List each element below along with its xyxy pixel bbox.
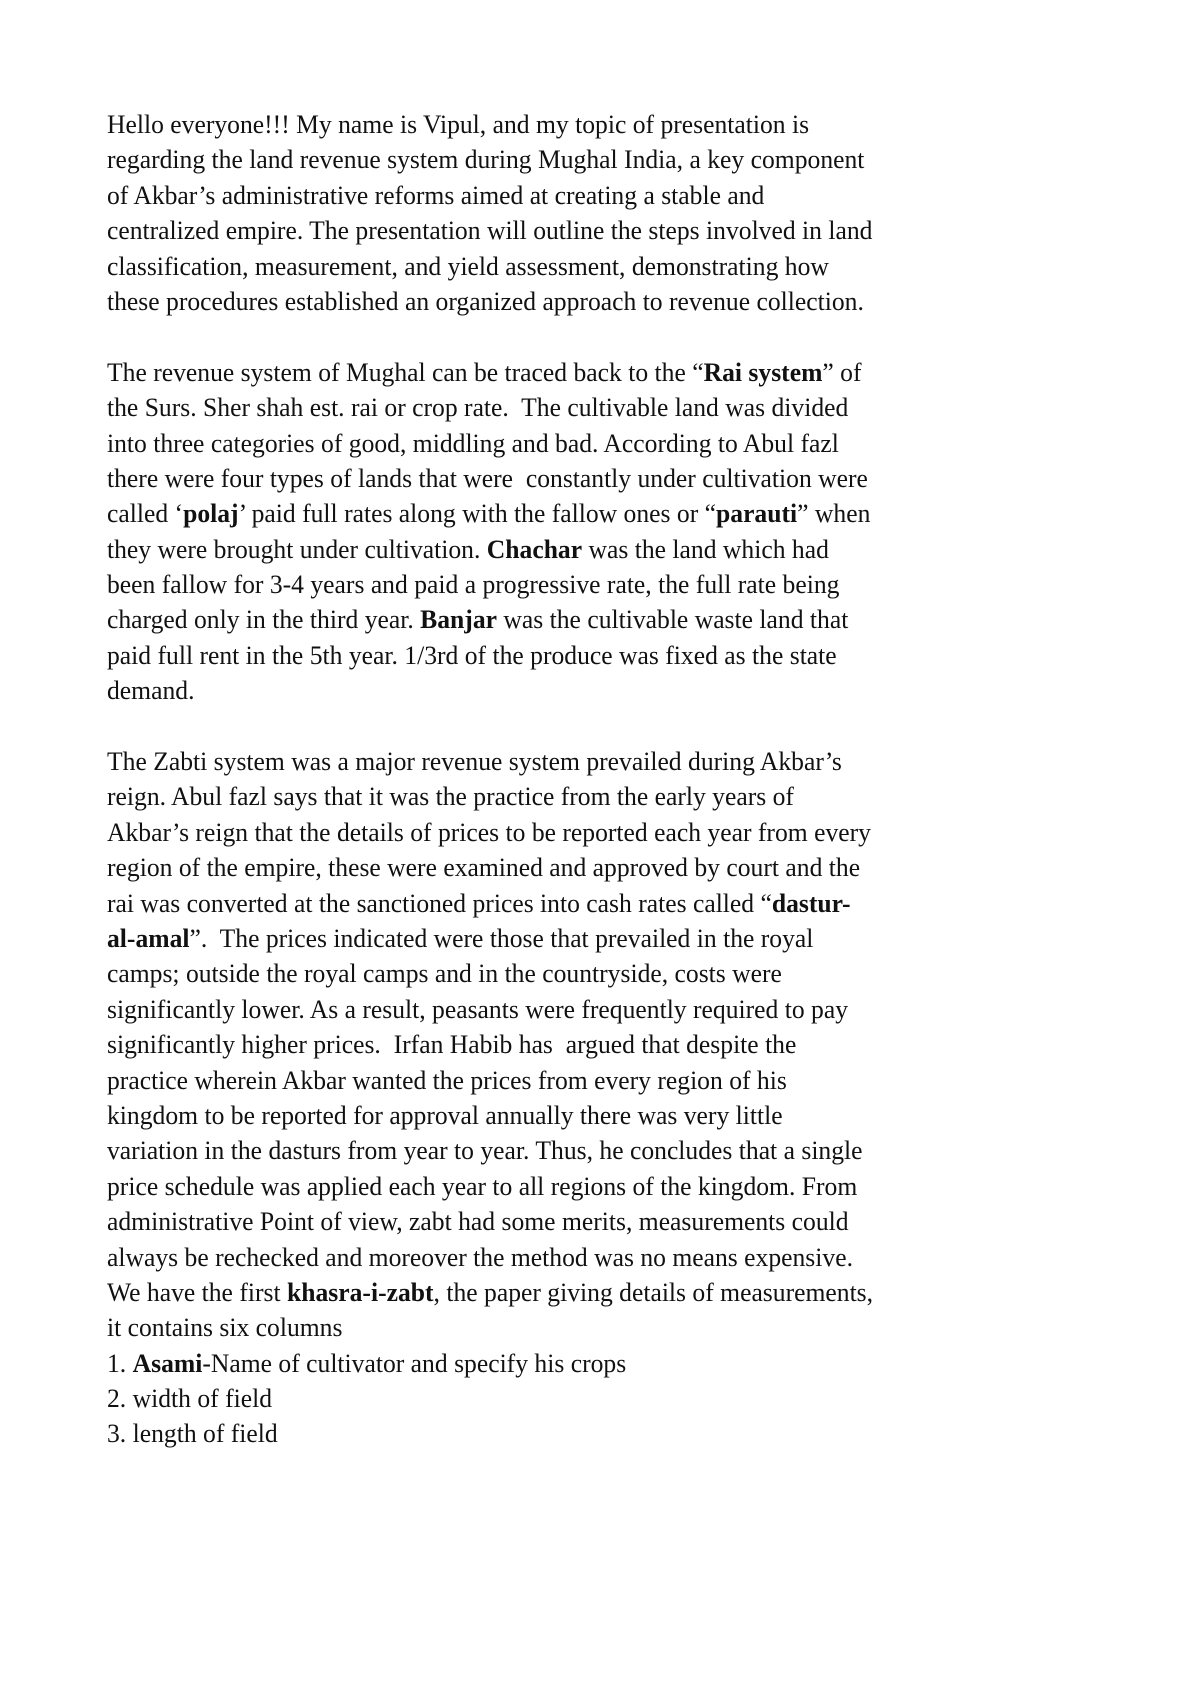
- text-segment: rai was converted at the sanctioned prices into cash rates called “: [107, 888, 772, 918]
- text-line: [107, 992, 1092, 1027]
- text-segment: region of the empire, these were examined and approved by court and the: [107, 853, 861, 883]
- text-segment: centralized empire. The presentation will outline the steps involved in land: [107, 216, 873, 246]
- text-segment: it contains six columns: [107, 1313, 343, 1343]
- text-segment: administrative Point of view, zabt had some merits, measurements could: [107, 1207, 849, 1237]
- text-line: [107, 496, 1092, 531]
- text-line: [107, 850, 1092, 885]
- text-line: [107, 1027, 1092, 1062]
- text-segment: camps; outside the royal camps and in the countryside, costs were: [107, 959, 782, 989]
- text-segment: been fallow for 3-4 years and paid a progressive rate, the full rate being: [107, 570, 840, 600]
- text-line: [107, 886, 1092, 921]
- text-segment: kingdom to be reported for approval annually there was very little: [107, 1100, 783, 1130]
- text-line: [107, 673, 1092, 708]
- text-line: [107, 779, 1092, 814]
- text-line: [107, 567, 1092, 602]
- text-line: [107, 426, 1092, 461]
- text-line: [107, 1063, 1092, 1098]
- text-segment: Hello everyone!!! My name is Vipul, and my topic of presentation is: [107, 110, 810, 139]
- text-line: [107, 1169, 1092, 1204]
- paragraph: [107, 355, 1107, 709]
- bold-term: polaj: [183, 499, 239, 529]
- text-line: [107, 602, 1092, 637]
- text-line: [107, 213, 1092, 248]
- text-segment: The Zabti system was a major revenue system prevailed during Akbar’s: [107, 747, 842, 777]
- bold-term: Rai system: [703, 357, 823, 387]
- text-segment: Akbar’s reign that the details of prices to be reported each year from every: [107, 817, 871, 847]
- text-line: [107, 284, 1092, 319]
- bold-term: Banjar: [420, 605, 497, 635]
- text-segment: ’ paid full rates along with the fallow ones or “: [238, 499, 717, 529]
- text-line: [107, 390, 1092, 425]
- text-line: [107, 178, 1092, 213]
- text-segment: significantly lower. As a result, peasants were frequently required to pay: [107, 994, 849, 1024]
- paragraph: [107, 744, 1107, 1452]
- text-segment: called ‘: [107, 499, 184, 529]
- paragraph: [107, 107, 1107, 319]
- text-segment: significantly higher prices. Irfan Habib has argued that despite the: [107, 1030, 797, 1060]
- text-line: [107, 638, 1092, 673]
- text-line: [107, 1240, 1092, 1275]
- text-segment: , the paper giving details of measurements,: [433, 1277, 874, 1307]
- text-segment: price schedule was applied each year to all regions of the kingdom. From: [107, 1171, 858, 1201]
- bold-term: dastur-: [771, 888, 851, 918]
- text-segment: 3. length of field: [107, 1419, 278, 1449]
- text-line: [107, 1275, 1092, 1310]
- text-line: [107, 1310, 1092, 1345]
- text-segment: ” when: [797, 499, 871, 529]
- text-line: [107, 249, 1092, 284]
- text-segment: 1.: [107, 1348, 133, 1378]
- text-segment: reign. Abul fazl says that it was the practice from the early years of: [107, 782, 794, 812]
- text-line: [107, 956, 1092, 991]
- text-line: [107, 532, 1092, 567]
- text-segment: they were brought under cultivation.: [107, 534, 487, 564]
- bold-term: Chachar: [486, 534, 583, 564]
- text-line: [107, 921, 1092, 956]
- text-segment: was the cultivable waste land that: [496, 605, 849, 635]
- text-segment: demand.: [107, 676, 195, 706]
- text-segment: We have the first: [107, 1277, 287, 1307]
- text-line: [107, 1133, 1092, 1168]
- text-segment: -Name of cultivator and specify his crops: [202, 1348, 627, 1378]
- text-segment: there were four types of lands that were constantly under cultivation were: [107, 463, 868, 493]
- text-line: [107, 815, 1092, 850]
- bold-term: khasra-i-zabt: [286, 1277, 434, 1307]
- text-line: [107, 1416, 1092, 1451]
- text-segment: practice wherein Akbar wanted the prices from every region of his: [107, 1065, 787, 1095]
- text-line: [107, 1098, 1092, 1133]
- text-line: [107, 1346, 1092, 1381]
- text-segment: The revenue system of Mughal can be traced back to the “: [107, 357, 704, 387]
- text-segment: of Akbar’s administrative reforms aimed at creating a stable and: [107, 180, 765, 210]
- text-segment: variation in the dasturs from year to year. Thus, he concludes that a single: [107, 1136, 863, 1166]
- text-line: [107, 142, 1092, 177]
- text-segment: always be rechecked and moreover the method was no means expensive.: [107, 1242, 853, 1272]
- text-line: [107, 1381, 1092, 1416]
- text-line: [107, 744, 1092, 779]
- text-segment: these procedures established an organized approach to revenue collection.: [107, 286, 864, 316]
- text-segment: ”. The prices indicated were those that prevailed in the royal: [189, 923, 814, 953]
- text-segment: paid full rent in the 5th year. 1/3rd of the produce was fixed as the state: [107, 640, 837, 670]
- bold-term: Asami: [132, 1348, 203, 1378]
- text-segment: ” of: [822, 357, 862, 387]
- text-segment: regarding the land revenue system during Mughal India, a key component: [107, 145, 865, 175]
- document-page: [107, 107, 1107, 1487]
- text-segment: 2. width of field: [107, 1384, 273, 1414]
- bold-term: parauti: [716, 499, 798, 529]
- text-line: [107, 1204, 1092, 1239]
- text-line: [107, 355, 1092, 390]
- bold-term: al-amal: [107, 923, 190, 953]
- text-segment: charged only in the third year.: [107, 605, 421, 635]
- text-segment: the Surs. Sher shah est. rai or crop rate. The cultivable land was divided: [107, 393, 849, 423]
- text-line: [107, 461, 1092, 496]
- text-line: [107, 107, 1092, 142]
- text-segment: into three categories of good, middling and bad. According to Abul fazl: [107, 428, 839, 458]
- text-segment: was the land which had: [582, 534, 829, 564]
- text-segment: classification, measurement, and yield assessment, demonstrating how: [107, 251, 829, 281]
